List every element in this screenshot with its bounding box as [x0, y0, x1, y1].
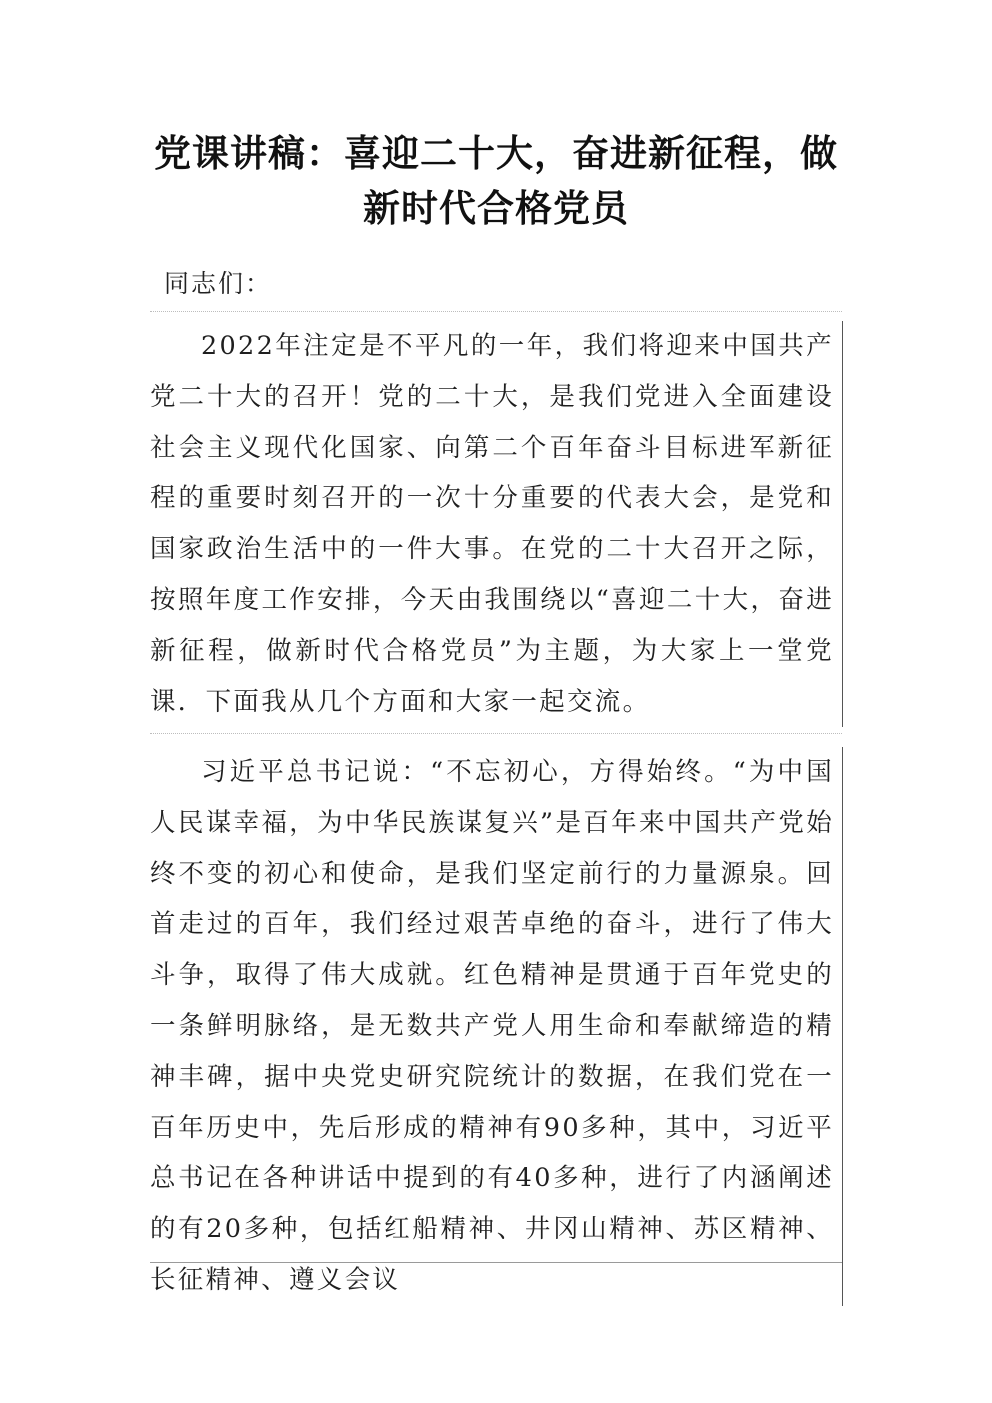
page-bottom-rule: [150, 1262, 842, 1263]
divider: [150, 733, 842, 734]
paragraph: 2022年注定是不平凡的一年，我们将迎来中国共产党二十大的召开！党的二十大，是我们党进入全面建设社会主义现代化国家、向第二个百年奋斗目标进军新征程的重要时刻召开的一次十分重要的代表大会，是党和国家政治生活中的一件大事。在党的二十大召开之际，按照年度工作安排，今天由我围绕以“喜迎二十大，奋进新征程，做新时代合格党员”为主题，为大家上一堂党课．下面我从几个方面和大家一起交流。: [150, 321, 843, 727]
paragraph: 习近平总书记说：“不忘初心，方得始终。“为中国人民谋幸福，为中华民族谋复兴”是百年来中国共产党始终不变的初心和使命，是我们坚定前行的力量源泉。回首走过的百年，我们经过艰苦卓绝的奋斗，进行了伟大斗争，取得了伟大成就。红色精神是贯通于百年党史的一条鲜明脉络，是无数共产党人用生命和奉献缔造的精神丰碑，据中央党史研究院统计的数据，在我们党在一百年历史中，先后形成的精神有90多种，其中，习近平总书记在各种讲话中提到的有40多种，进行了内涵阐述的有20多种，包括红船精神、井冈山精神、苏区精神、长征精神、遵义会议: [150, 747, 843, 1306]
salutation: 同志们：: [164, 269, 273, 298]
divider: [150, 311, 842, 312]
document-title: 党课讲稿：喜迎二十大，奋进新征程，做新时代合格党员: [154, 131, 838, 230]
